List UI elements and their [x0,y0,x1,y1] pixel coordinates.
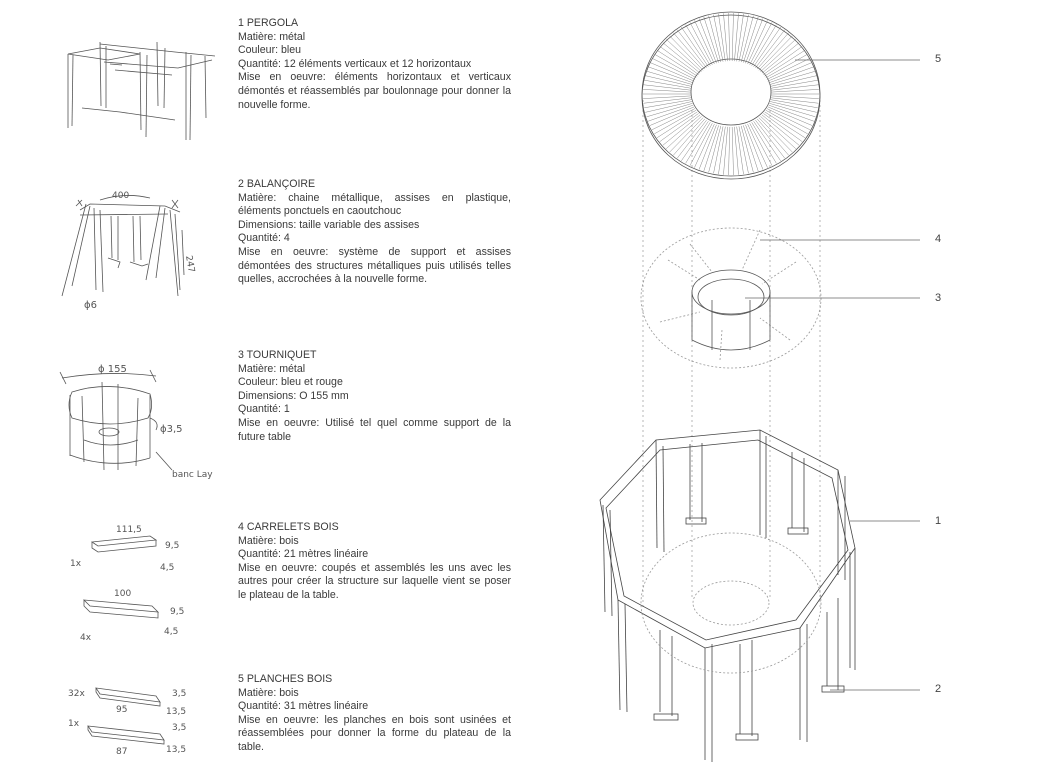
planks-description [238,673,511,755]
plank-line [644,85,692,90]
plank-line [743,17,758,63]
pergola-line: Matière: métal [238,30,306,43]
turnstile-line: Dimensions: O 155 mm [238,389,349,402]
plank-line [732,13,733,61]
plank-1-count-label: 32x [68,689,85,699]
plank-line [762,115,799,145]
plank-1-section-b-label: 13,5 [166,707,187,717]
plank-line [728,13,729,61]
batten-1-count-label: 1x [70,559,82,569]
plank-line [771,96,819,99]
plank-1-length-label: 95 [116,705,128,715]
plank-line [762,43,799,73]
battens-line: Mise en oeuvre: coupés et assemblés les uns avec les autres pour créer la structure sur laquelle vient se poser le plateau de la table. [238,561,511,601]
plank-line [770,80,817,88]
plank-2-section-a-label: 3,5 [172,723,187,733]
swing-line: Mise en oeuvre: système de support et assises démontées des structures métalliques puis utilisés telles quelles, accrochées à la nouvelle forme. [238,245,511,286]
pergola-line: Quantité: 12 éléments verticaux et 12 horizontaux [238,57,472,70]
plank-1-section-a-label: 3,5 [172,689,187,699]
plank-line [739,15,749,62]
plank-line [769,71,815,85]
turnstile-note-label: banc Lay [172,470,213,480]
plank-line [728,127,729,175]
batten-2-length-label: 100 [114,589,132,599]
pergola-title: 1 PERGOLA [238,17,299,29]
plank-2-length-label: 87 [116,747,128,757]
turnstile-line: Couleur: bleu et rouge [238,376,343,389]
plank-line [771,98,819,103]
plank-line [759,118,792,152]
callout-5: 5 [935,53,942,65]
swing-width-label: 400 [112,191,130,201]
plank-line [714,15,724,62]
callout-4: 4 [935,233,942,245]
plank-line [670,118,703,152]
plank-line [732,127,733,175]
planks-line: Mise en oeuvre: les planches en bois sont usinées et réassemblées pour donner la forme du plateau de la table. [238,713,511,753]
plank-line [663,115,700,145]
plank-line [739,126,749,173]
plank-line [647,71,693,85]
plank-line [652,58,695,79]
swing-line: Matière: chaine métallique, assises en plastique, éléments ponctuels en caoutchouc [238,191,511,218]
plank-line [771,85,819,90]
battens-title: 4 CARRELETS BOIS [238,521,339,533]
turnstile-line: Matière: métal [238,362,306,375]
plank-line [666,116,701,148]
plank-line [767,58,810,79]
turnstile-line: Mise en oeuvre: Utilisé tel quel comme support de la future table [238,416,511,443]
plank-line [670,36,703,70]
batten-2-count-label: 4x [80,633,92,643]
plank-line [663,43,700,73]
swing-line: Dimensions: taille variable des assises [238,218,420,231]
battens-line: Matière: bois [238,534,299,547]
plank-line [643,96,691,99]
swing-height-label: 247 [183,254,196,274]
turnstile-diameter-label: ϕ 155 [98,364,127,375]
plank-line [666,39,701,71]
swing-description [238,178,511,287]
plank-line [743,125,758,171]
battens-line: Quantité: 21 mètres linéaire [238,548,369,561]
batten-1-length-label: 111,5 [116,525,142,535]
callout-3: 3 [935,292,942,304]
plank-line [644,98,692,103]
plank-line [770,100,817,108]
pergola-line: Mise en oeuvre: éléments horizontaux et verticaux démontés et réassemblés par boulonnage pour donner la nouvelle forme. [238,71,511,111]
battens-description [238,521,511,603]
plank-line [643,89,691,92]
plank-line [647,103,693,117]
batten-1-section-b-label: 4,5 [160,563,175,573]
turnstile-tube-label: ϕ3,5 [160,424,183,435]
plank-line [652,109,695,130]
planks-title: 5 PLANCHES BOIS [238,673,333,685]
plank-line [771,89,819,92]
plank-line [769,103,815,117]
plank-line [644,100,691,108]
turnstile-line: Quantité: 1 [238,403,290,416]
batten-2-section-a-label: 9,5 [170,607,185,617]
callout-1: 1 [935,515,942,527]
planks-line: Matière: bois [238,686,299,699]
plank-line [644,80,691,88]
plank-line [760,39,795,71]
swing-line: Quantité: 4 [238,232,290,245]
plank-line [767,109,810,130]
plank-line [704,125,719,171]
turnstile-description [238,349,511,444]
plank-line [714,126,724,173]
plank-2-section-b-label: 13,5 [166,745,187,755]
swing-diameter-label: ϕ6 [84,300,97,311]
turnstile-title: 3 TOURNIQUET [238,349,317,361]
callout-2: 2 [935,683,942,695]
planks-line: Quantité: 31 mètres linéaire [238,700,369,713]
pergola-description [238,17,511,112]
plank-line [760,116,795,148]
plank-2-count-label: 1x [68,719,80,729]
swing-title: 2 BALANÇOIRE [238,178,316,190]
batten-1-section-a-label: 9,5 [165,541,180,551]
plank-line [704,17,719,63]
batten-2-section-b-label: 4,5 [164,627,179,637]
plank-line [759,36,792,70]
pergola-line: Couleur: bleu [238,44,302,57]
